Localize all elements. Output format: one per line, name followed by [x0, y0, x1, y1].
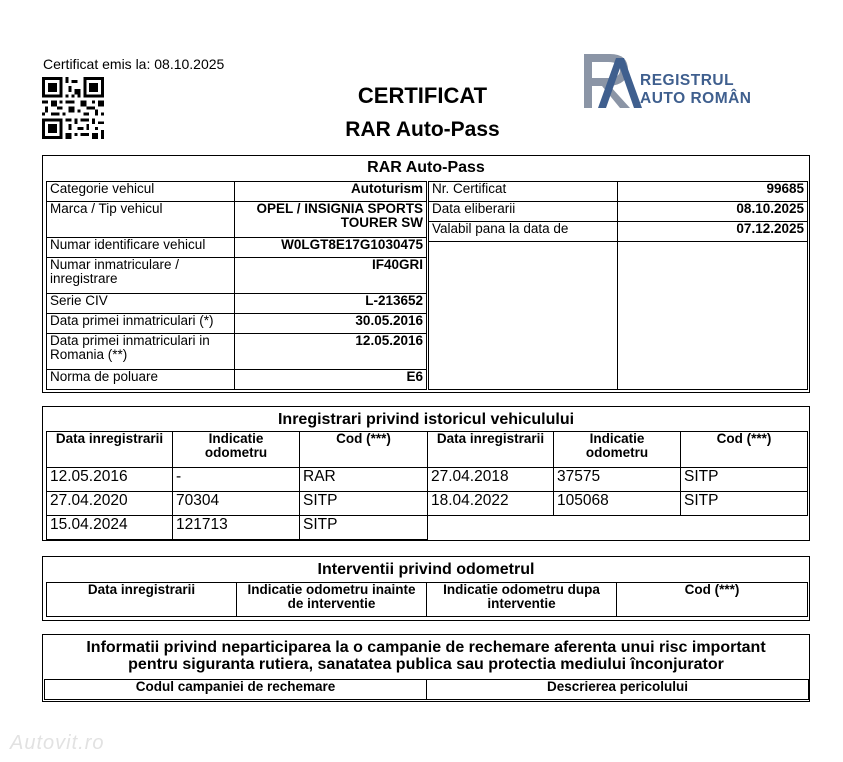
vehicle-table	[46, 181, 427, 390]
interventions-header: Indicatie odometru inainte de interventie	[237, 583, 427, 617]
vehicle-label: Norma de poluare	[47, 370, 235, 390]
history-header: Data inregistrarii	[428, 432, 554, 468]
history-header: Data inregistrarii	[47, 432, 173, 468]
table-row	[429, 182, 808, 202]
history-header: Indicatie odometru	[173, 432, 300, 468]
vehicle-value: 30.05.2016	[235, 314, 427, 334]
vehicle-label: Data primei inmatriculari in Romania (**)	[47, 334, 235, 370]
vehicle-label: Serie CIV	[47, 294, 235, 314]
table-row	[429, 202, 808, 222]
history-cell: 27.04.2018	[428, 468, 554, 492]
issued-date: Certificat emis la: 08.10.2025	[43, 56, 225, 72]
history-cell: 37575	[554, 468, 681, 492]
vehicle-value: Autoturism	[235, 182, 427, 202]
history-empty-cell	[428, 516, 554, 540]
history-cell: SITP	[681, 492, 808, 516]
vehicle-value: 12.05.2016	[235, 334, 427, 370]
vehicle-value: OPEL / INSIGNIA SPORTS TOURER SW	[235, 202, 427, 238]
history-cell: SITP	[681, 468, 808, 492]
vehicle-value: IF40GRI	[235, 258, 427, 294]
table-row	[47, 516, 808, 540]
history-cell: SITP	[300, 516, 428, 540]
history-table	[46, 431, 808, 540]
vehicle-label: Marca / Tip vehicul	[47, 202, 235, 238]
cert-value: 99685	[618, 182, 808, 202]
history-empty-cell	[681, 516, 808, 540]
recall-header: Codul campaniei de rechemare	[45, 680, 427, 700]
certificate-table	[428, 181, 808, 390]
interventions-header: Data inregistrarii	[47, 583, 237, 617]
table-row	[47, 334, 427, 370]
table-row	[47, 202, 427, 238]
interventions-header: Cod (***)	[617, 583, 808, 617]
table-row	[47, 294, 427, 314]
table-row	[429, 222, 808, 242]
recall-title: Informatii privind neparticiparea la o campanie de rechemare aferenta unui risc important pentru siguranta rutiera, sanatatea publica sau protectia mediului înconjurator	[86, 639, 766, 673]
table-row	[47, 238, 427, 258]
vehicle-label: Numar inmatriculare / inregistrare	[47, 258, 235, 294]
empty-cell	[429, 242, 618, 390]
history-cell: -	[173, 468, 300, 492]
vehicle-label: Data primei inmatriculari (*)	[47, 314, 235, 334]
logo-text	[640, 72, 752, 108]
history-header: Cod (***)	[300, 432, 428, 468]
cert-value: 07.12.2025	[618, 222, 808, 242]
main-box-title: RAR Auto-Pass	[367, 159, 485, 176]
history-cell: RAR	[300, 468, 428, 492]
cert-value: 08.10.2025	[618, 202, 808, 222]
vehicle-value: E6	[235, 370, 427, 390]
watermark: Autovit.ro	[10, 732, 105, 754]
history-title: Inregistrari privind istoricul vehiculului	[277, 411, 575, 428]
history-cell: 105068	[554, 492, 681, 516]
vehicle-label: Numar identificare vehicul	[47, 238, 235, 258]
history-empty-cell	[554, 516, 681, 540]
history-cell: 15.04.2024	[47, 516, 173, 540]
certificate-subtitle: RAR Auto-Pass	[345, 118, 500, 141]
cert-label: Data eliberarii	[429, 202, 618, 222]
history-cell: 70304	[173, 492, 300, 516]
interventions-table	[46, 582, 808, 617]
history-header: Cod (***)	[681, 432, 808, 468]
vehicle-label: Categorie vehicul	[47, 182, 235, 202]
table-row	[47, 182, 427, 202]
logo-line-1: REGISTRUL	[640, 72, 735, 89]
history-header: Indicatie odometru	[554, 432, 681, 468]
certificate-title: CERTIFICAT	[357, 83, 488, 108]
logo-line-2: AUTO ROMÂN	[640, 90, 752, 107]
history-cell: SITP	[300, 492, 428, 516]
recall-header: Descrierea pericolului	[427, 680, 809, 700]
history-cell: 18.04.2022	[428, 492, 554, 516]
interventions-title: Interventii privind odometrul	[317, 561, 535, 578]
table-row	[47, 492, 808, 516]
interventions-header-row	[47, 583, 808, 617]
history-header-row	[47, 432, 808, 468]
table-row	[429, 242, 808, 390]
vehicle-value: W0LGT8E17G1030475	[235, 238, 427, 258]
qr-code	[42, 77, 104, 139]
vehicle-value: L-213652	[235, 294, 427, 314]
history-cell: 121713	[173, 516, 300, 540]
history-cell: 27.04.2020	[47, 492, 173, 516]
table-row	[47, 258, 427, 294]
history-cell: 12.05.2016	[47, 468, 173, 492]
recall-header-row	[45, 680, 809, 700]
recall-table	[44, 679, 809, 700]
interventions-header: Indicatie odometru dupa interventie	[427, 583, 617, 617]
cert-label: Nr. Certificat	[429, 182, 618, 202]
table-row	[47, 370, 427, 390]
empty-cell	[618, 242, 808, 390]
table-row	[47, 314, 427, 334]
cert-label: Valabil pana la data de	[429, 222, 618, 242]
table-row	[47, 468, 808, 492]
